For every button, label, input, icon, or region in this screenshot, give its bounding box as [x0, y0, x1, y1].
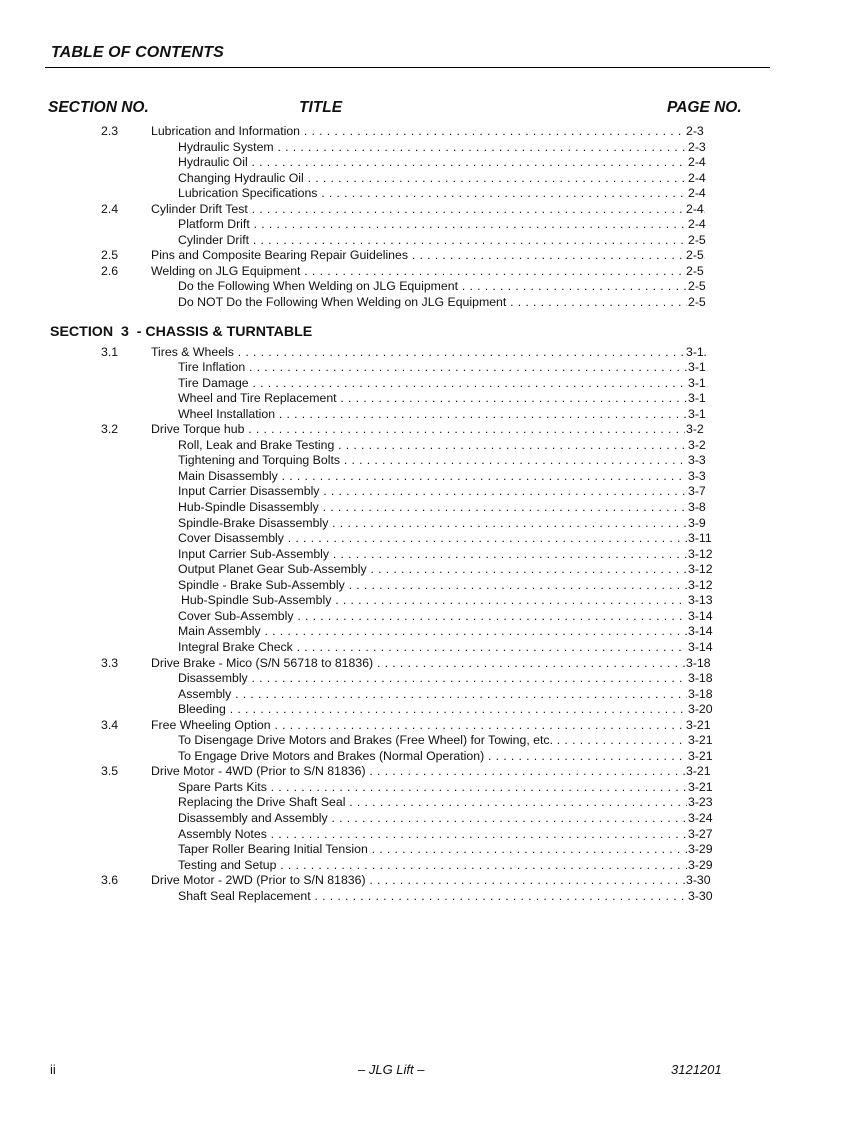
toc-entry-number: 3.4: [101, 717, 119, 732]
footer-doc-number: 3121201: [671, 1062, 722, 1077]
toc-entry-page: 3-18: [688, 686, 713, 701]
toc-entry-page: 2-5: [688, 279, 706, 294]
toc-entry-title: Integral Brake Check . . .: [178, 640, 706, 656]
page-title: TABLE OF CONTENTS: [51, 44, 224, 61]
header-rule: [45, 67, 770, 68]
toc-entry-page: 2-5: [686, 263, 704, 278]
toc-entry-page: 3-1: [688, 391, 706, 406]
toc-entry-title: Spare Parts Kits . . .: [178, 780, 706, 796]
toc-entry-page: 3-11: [688, 531, 712, 546]
toc-entry-title: Drive Motor - 2WD (Prior to S/N 81836) . . .: [151, 873, 706, 889]
toc-entry-page: 3-3: [688, 453, 706, 468]
toc-entry-number: 2.6: [101, 263, 119, 278]
toc-subentry[interactable]: [0, 279, 866, 295]
toc-entry[interactable]: [0, 124, 866, 140]
toc-entry-page: 3-30: [686, 873, 711, 888]
toc-entry-title: Hub-Spindle Sub-Assembly . . .: [181, 593, 706, 609]
toc-entry-page: 2-5: [688, 232, 706, 247]
toc-subentry[interactable]: [0, 453, 866, 469]
toc-entry-page: 3-12: [688, 562, 713, 577]
toc-subentry[interactable]: [0, 500, 866, 516]
toc-subentry[interactable]: [0, 516, 866, 532]
toc-entry-title: Do NOT Do the Following When Welding on JLG Equipment . . .: [178, 295, 706, 311]
toc-entry-title: Testing and Setup . . .: [178, 858, 706, 874]
toc-entry-title: Output Planet Gear Sub-Assembly . . .: [178, 562, 706, 578]
toc-entry-title: Main Disassembly . . .: [178, 469, 706, 485]
toc-entry-page: 2-4: [688, 217, 706, 232]
column-header-title: TITLE: [299, 99, 343, 116]
footer-brand: – JLG Lift –: [358, 1062, 425, 1077]
toc-subentry[interactable]: [0, 889, 866, 905]
section-heading: [0, 320, 866, 344]
toc-entry-title: Bleeding . . .: [178, 702, 706, 718]
toc-subentry[interactable]: [0, 217, 866, 233]
toc-entry-page: 3-14: [688, 639, 713, 654]
toc-entry-title: Taper Roller Bearing Initial Tension . . .: [178, 842, 706, 858]
toc-subentry[interactable]: [0, 295, 866, 311]
toc-entry-title: Roll, Leak and Brake Testing . . .: [178, 438, 706, 454]
toc-entry-title: Cylinder Drift . . .: [178, 233, 706, 249]
toc-subentry[interactable]: [0, 624, 866, 640]
section-heading-text: SECTION 3 - CHASSIS & TURNTABLE: [50, 323, 313, 340]
toc-group-section-2: [0, 124, 866, 311]
toc-entry-page: 3-21: [688, 748, 713, 763]
toc-entry-page: 3-21: [688, 779, 713, 794]
toc-entry-page: 3-1: [688, 360, 706, 375]
toc-entry-page: 3-29: [688, 842, 713, 857]
toc-entry-page: 3-27: [688, 826, 713, 841]
toc-subentry[interactable]: [0, 780, 866, 796]
toc-entry[interactable]: [0, 202, 866, 218]
toc-entry-title: Disassembly and Assembly . . .: [178, 811, 706, 827]
toc-entry-title: Changing Hydraulic Oil . . .: [178, 171, 706, 187]
toc-subentry[interactable]: [0, 562, 866, 578]
toc-entry-page: 2-5: [686, 248, 704, 263]
toc-subentry[interactable]: [0, 391, 866, 407]
toc-subentry[interactable]: [0, 609, 866, 625]
column-header-page: PAGE NO.: [667, 99, 742, 116]
toc-entry-title: Shaft Seal Replacement . . .: [178, 889, 706, 905]
toc-entry-title: Hub-Spindle Disassembly . . .: [178, 500, 706, 516]
toc-subentry[interactable]: [0, 407, 866, 423]
toc-entry-number: 2.5: [101, 248, 119, 263]
toc-subentry[interactable]: [0, 640, 866, 656]
toc-subentry[interactable]: [0, 376, 866, 392]
toc-entry-page: 3-23: [688, 795, 713, 810]
footer-page-number: ii: [50, 1062, 56, 1077]
toc-entry-page: 2-3: [686, 124, 704, 138]
toc-entry-page: 3-21: [686, 717, 711, 732]
toc-entry-page: 3-18: [688, 671, 713, 686]
toc-entry-title: Disassembly . . .: [178, 671, 706, 687]
toc-subentry[interactable]: [0, 186, 866, 202]
toc-entry-page: 2-5: [688, 295, 706, 310]
toc-entry-number: 3.1: [101, 344, 119, 359]
toc-entry-title: Drive Brake - Mico (S/N 56718 to 81836) . . .: [151, 656, 706, 672]
toc-entry-page: 3-1: [686, 344, 704, 359]
toc-subentry[interactable]: [0, 360, 866, 376]
toc-entry-title: Lubrication and Information . . .: [151, 124, 706, 140]
toc-subentry[interactable]: [0, 593, 866, 609]
toc-entry-page: 2-3: [688, 139, 706, 154]
column-header-section: SECTION NO.: [48, 99, 149, 116]
toc-entry-title: To Engage Drive Motors and Brakes (Normal Operation) . . .: [178, 749, 706, 765]
toc-entry-title: Tire Inflation . . .: [178, 360, 706, 376]
toc-entry-page: 3-29: [688, 857, 713, 872]
toc-entry-title: Pins and Composite Bearing Repair Guidelines . . .: [151, 248, 706, 264]
toc-entry[interactable]: [0, 656, 866, 672]
toc-entry-page: 3-14: [688, 608, 713, 623]
toc-entry-title: Wheel Installation . . .: [178, 407, 706, 423]
toc-entry-title: Cover Sub-Assembly . . .: [178, 609, 706, 625]
toc-entry-page: 3-1: [688, 375, 706, 390]
toc-subentry[interactable]: [0, 484, 866, 500]
toc-entry[interactable]: [0, 248, 866, 264]
toc-entry-number: 2.4: [101, 201, 119, 216]
toc-subentry[interactable]: [0, 469, 866, 485]
toc-entry-page: 3-8: [688, 500, 706, 515]
toc-entry-page: 3-21: [688, 733, 713, 748]
toc-subentry[interactable]: [0, 687, 866, 703]
toc-subentry[interactable]: [0, 671, 866, 687]
toc-subentry[interactable]: [0, 531, 866, 547]
toc-entry-title: Free Wheeling Option . . .: [151, 718, 706, 734]
toc-entry-title: Welding on JLG Equipment . . .: [151, 264, 706, 280]
toc-entry-page: 3-12: [688, 546, 713, 561]
toc-entry-page: 3-18: [686, 655, 711, 670]
toc-entry[interactable]: [0, 422, 866, 438]
toc-subentry[interactable]: [0, 827, 866, 843]
toc-subentry[interactable]: [0, 438, 866, 454]
toc-entry[interactable]: [0, 764, 866, 780]
toc-entry-number: 3.6: [101, 873, 119, 888]
toc-entry-page: 2-4: [686, 201, 704, 216]
toc-subentry[interactable]: [0, 578, 866, 594]
toc-subentry[interactable]: [0, 171, 866, 187]
toc-entry-title: Cylinder Drift Test . . .: [151, 202, 706, 218]
toc-entry-title: Wheel and Tire Replacement . . .: [178, 391, 706, 407]
toc-entry-page: 3-20: [688, 702, 713, 717]
toc-entry-title: Hydraulic System . . .: [178, 140, 706, 156]
toc-subentry[interactable]: [0, 155, 866, 171]
toc-subentry[interactable]: [0, 233, 866, 249]
toc-subentry[interactable]: [0, 858, 866, 874]
toc-entry-page: 3-2: [686, 422, 704, 437]
toc-entry-page: 3-9: [688, 515, 706, 530]
toc-entry-page: 3-3: [688, 468, 706, 483]
toc-entry-title: Tightening and Torquing Bolts . . .: [178, 453, 706, 469]
toc-entry-page: 3-7: [688, 484, 706, 499]
toc-entry[interactable]: [0, 718, 866, 734]
toc-entry-title: Input Carrier Disassembly . . .: [178, 484, 706, 500]
toc-entry-number: 3.2: [101, 422, 119, 437]
toc-entry-page: 3-30: [688, 888, 713, 903]
toc-entry-title: Do the Following When Welding on JLG Equipment . . .: [178, 279, 706, 295]
toc-entry[interactable]: [0, 345, 866, 361]
toc-entry-title: Platform Drift . . .: [178, 217, 706, 233]
toc-entry-title: Spindle - Brake Sub-Assembly . . .: [178, 578, 706, 594]
toc-entry-title: Drive Torque hub . . .: [151, 422, 706, 438]
toc-entry-title: Assembly Notes . . .: [178, 827, 706, 843]
toc-entry-page: 2-4: [688, 186, 706, 201]
toc-entry-title: Tires & Wheels . . .: [151, 345, 706, 361]
toc-entry-page: 3-14: [688, 624, 713, 639]
toc-entry-title: Drive Motor - 4WD (Prior to S/N 81836) . . .: [151, 764, 706, 780]
toc-entry-number: 2.3: [101, 124, 119, 138]
toc-entry-title: Input Carrier Sub-Assembly . . .: [178, 547, 706, 563]
toc-subentry[interactable]: [0, 702, 866, 718]
toc-entry-title: Main Assembly . . .: [178, 624, 706, 640]
toc-subentry[interactable]: [0, 795, 866, 811]
toc-entry-page: 2-4: [688, 170, 706, 185]
toc-subentry[interactable]: [0, 811, 866, 827]
toc-entry-number: 3.3: [101, 655, 119, 670]
toc-entry-title: Lubrication Specifications . . .: [178, 186, 706, 202]
toc-entry[interactable]: [0, 264, 866, 280]
toc-subentry[interactable]: [0, 733, 866, 749]
toc-entry-title: Replacing the Drive Shaft Seal . . .: [178, 795, 706, 811]
toc-entry-title: Assembly . . .: [178, 687, 706, 703]
toc-entry-page: 3-1: [688, 406, 706, 421]
toc-entry-page: 3-13: [688, 593, 713, 608]
toc-entry-number: 3.5: [101, 764, 119, 779]
toc-subentry[interactable]: [0, 140, 866, 156]
toc-entry-page: 3-24: [688, 810, 713, 825]
toc-entry-page: 3-21: [686, 764, 711, 779]
toc-entry-title: Spindle-Brake Disassembly . . .: [178, 516, 706, 532]
toc-list: [0, 124, 866, 904]
toc-entry-page: 3-12: [688, 577, 713, 592]
toc-entry-page: 3-2: [688, 437, 706, 452]
toc-entry-title: Hydraulic Oil . . .: [178, 155, 706, 171]
toc-entry-title: To Disengage Drive Motors and Brakes (Free Wheel) for Towing, etc. . . .: [178, 733, 706, 749]
toc-subentry[interactable]: [0, 842, 866, 858]
toc-entry-page: 2-4: [688, 155, 706, 170]
toc-entry[interactable]: [0, 873, 866, 889]
toc-entry-title: Cover Disassembly . . .: [178, 531, 706, 547]
toc-subentry[interactable]: [0, 749, 866, 765]
toc-subentry[interactable]: [0, 547, 866, 563]
toc-group-section-3: [0, 345, 866, 905]
toc-entry-title: Tire Damage . . .: [178, 376, 706, 392]
